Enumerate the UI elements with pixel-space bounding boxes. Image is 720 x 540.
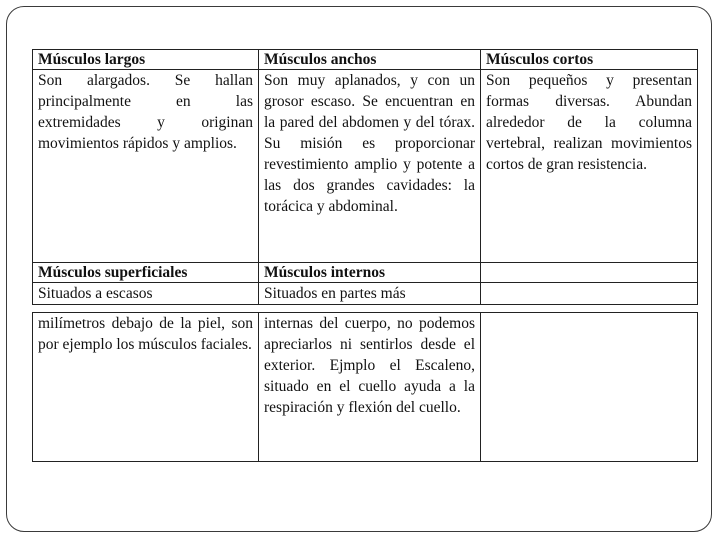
cell-anchos-description: Son muy aplanados, y con un grosor escaso. Se encuentran en la pared del abdomen y del tórax. Su misión es proporcionar revestimiento amplio y potente a las dos grandes cavidades: la torácica y abdominal. <box>259 70 481 263</box>
muscle-types-table-continued <box>32 312 698 462</box>
header-empty <box>481 263 698 283</box>
header-musculos-anchos: Músculos anchos <box>259 50 481 70</box>
header-musculos-superficiales: Músculos superficiales <box>33 263 259 283</box>
header-musculos-largos: Músculos largos <box>33 50 259 70</box>
table-header-row-2 <box>33 263 698 283</box>
header-musculos-internos: Músculos internos <box>259 263 481 283</box>
cell-empty-start <box>481 283 698 305</box>
header-musculos-cortos: Músculos cortos <box>481 50 698 70</box>
cell-cortos-description: Son pequeños y presentan formas diversas. Abundan alrededor de la columna vertebral, realizan movimientos cortos de gran resistencia. <box>481 70 698 263</box>
cell-internos-continued: internas del cuerpo, no podemos apreciarlos ni sentirlos desde el exterior. Ejmplo el Escaleno, situado en el cuello ayuda a la respiración y flexión del cuello. <box>259 313 481 462</box>
table-header-row <box>33 50 698 70</box>
cell-empty-continued <box>481 313 698 462</box>
cell-internos-start: Situados en partes más <box>259 283 481 305</box>
table-row <box>33 313 698 462</box>
table-row <box>33 70 698 263</box>
cell-largos-description: Son alargados. Se hallan principalmente en las extremidades y originan movimientos rápidos y amplios. <box>33 70 259 263</box>
cell-superficiales-start: Situados a escasos <box>33 283 259 305</box>
table-row <box>33 283 698 305</box>
muscle-types-table <box>32 49 698 305</box>
cell-superficiales-continued: milímetros debajo de la piel, son por ejemplo los músculos faciales. <box>33 313 259 462</box>
